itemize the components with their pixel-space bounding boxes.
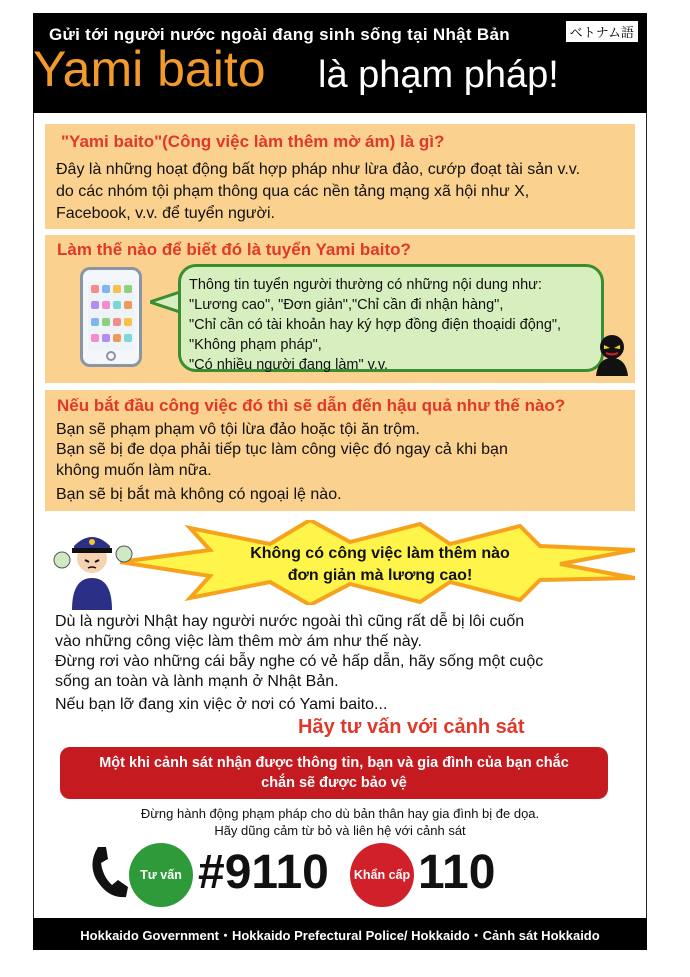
recruitment-speech-bubble: [178, 264, 604, 372]
bubble-line: "Không phạm pháp",: [189, 337, 322, 353]
advice-line: Đừng rơi vào những cái bẫy nghe có vẻ hấp dẫn, hãy sống một cuộc: [55, 653, 544, 670]
section-what-is-line: Facebook, v.v. để tuyển người.: [56, 205, 275, 222]
police-officer-icon: [50, 520, 135, 610]
footer-credits: [33, 918, 647, 950]
title-yami-baito: Yami baito: [33, 41, 266, 97]
protection-line: chắn sẽ được bảo vệ: [261, 775, 407, 791]
advice-line: sống an toàn và lành mạnh ở Nhật Bản.: [55, 673, 339, 690]
section-consequences-line: Bạn sẽ bị đe dọa phải tiếp tục làm công việc đó ngay cả khi bạn: [56, 441, 508, 458]
protection-line: Một khi cảnh sát nhận được thông tin, bạn và gia đình của bạn chắc: [99, 755, 569, 771]
emergency-number[interactable]: 110: [418, 846, 496, 899]
consult-police-heading: Hãy tư vấn với cảnh sát: [298, 716, 525, 738]
note-line: Đừng hành động phạm pháp cho dù bản thân hay gia đình bị đe dọa.: [140, 806, 540, 821]
consult-number[interactable]: #9110: [198, 846, 329, 899]
advice-line: Dù là người Nhật hay người nước ngoài thì cũng rất dễ bị lôi cuốn: [55, 613, 525, 630]
advice-line: Nếu bạn lỡ đang xin việc ở nơi có Yami baito...: [55, 696, 388, 713]
advice-line: vào những công việc làm thêm mờ ám như thế này.: [55, 633, 422, 650]
section-what-is-heading: "Yami baito"(Công việc làm thêm mờ ám) là gì?: [61, 132, 445, 151]
section-consequences-line: Bạn sẽ bị bắt mà không có ngoại lệ nào.: [56, 486, 342, 503]
title-illegal: là phạm pháp!: [318, 54, 559, 96]
advice-text: [55, 612, 635, 715]
section-consequences-line: không muốn làm nữa.: [56, 462, 212, 479]
criminal-figure-icon: [594, 330, 630, 376]
section-consequences-heading: Nếu bắt đầu công việc đó thì sẽ dẫn đến hậu quả như thế nào?: [57, 396, 566, 415]
bubble-line: "Lương cao", "Đơn giản","Chỉ cần đi nhận hàng",: [189, 297, 504, 313]
section-consequences-line: Bạn sẽ phạm phạm vô tội lừa đảo hoặc tội ăn trộm.: [56, 421, 420, 438]
section-what-is-line: do các nhóm tội phạm thông qua các nền tảng mạng xã hội như X,: [56, 183, 530, 200]
section-what-is: [45, 124, 635, 229]
callout-line: Không có công việc làm thêm nào: [250, 545, 510, 562]
language-tag: ベトナム語: [565, 20, 639, 43]
callout-text: [215, 543, 545, 587]
section-what-is-line: Đây là những hoạt động bất hợp pháp như lừa đảo, cướp đoạt tài sản v.v.: [56, 161, 581, 178]
emergency-badge: Khẩn cấp: [350, 843, 414, 907]
smartphone-icon: [80, 267, 142, 367]
section-how-to-know-heading: Làm thế nào để biết đó là tuyển Yami baito?: [57, 240, 411, 259]
consult-badge: Tư vấn: [129, 843, 193, 907]
bubble-line: Thông tin tuyển người thường có những nội dung như:: [189, 277, 542, 293]
protection-banner: [60, 747, 608, 799]
bubble-line: "Có nhiều người đang làm" v.v.: [189, 357, 389, 373]
bubble-line: "Chỉ cần có tài khoản hay ký hợp đồng điện thoạidi động",: [189, 317, 562, 333]
telephone-icon: [88, 845, 130, 900]
header-subtitle: Gửi tới người nước ngoài đang sinh sống tại Nhật Bản: [49, 25, 510, 44]
footer-text: Hokkaido Government・Hokkaido Prefectural Police/ Hokkaido・Cảnh sát Hokkaido: [80, 927, 600, 943]
callout-line: đơn giản mà lương cao!: [287, 567, 473, 584]
section-consequences: [45, 390, 635, 511]
note-line: Hãy dũng cảm từ bỏ và liên hệ với cảnh sát: [214, 823, 466, 838]
